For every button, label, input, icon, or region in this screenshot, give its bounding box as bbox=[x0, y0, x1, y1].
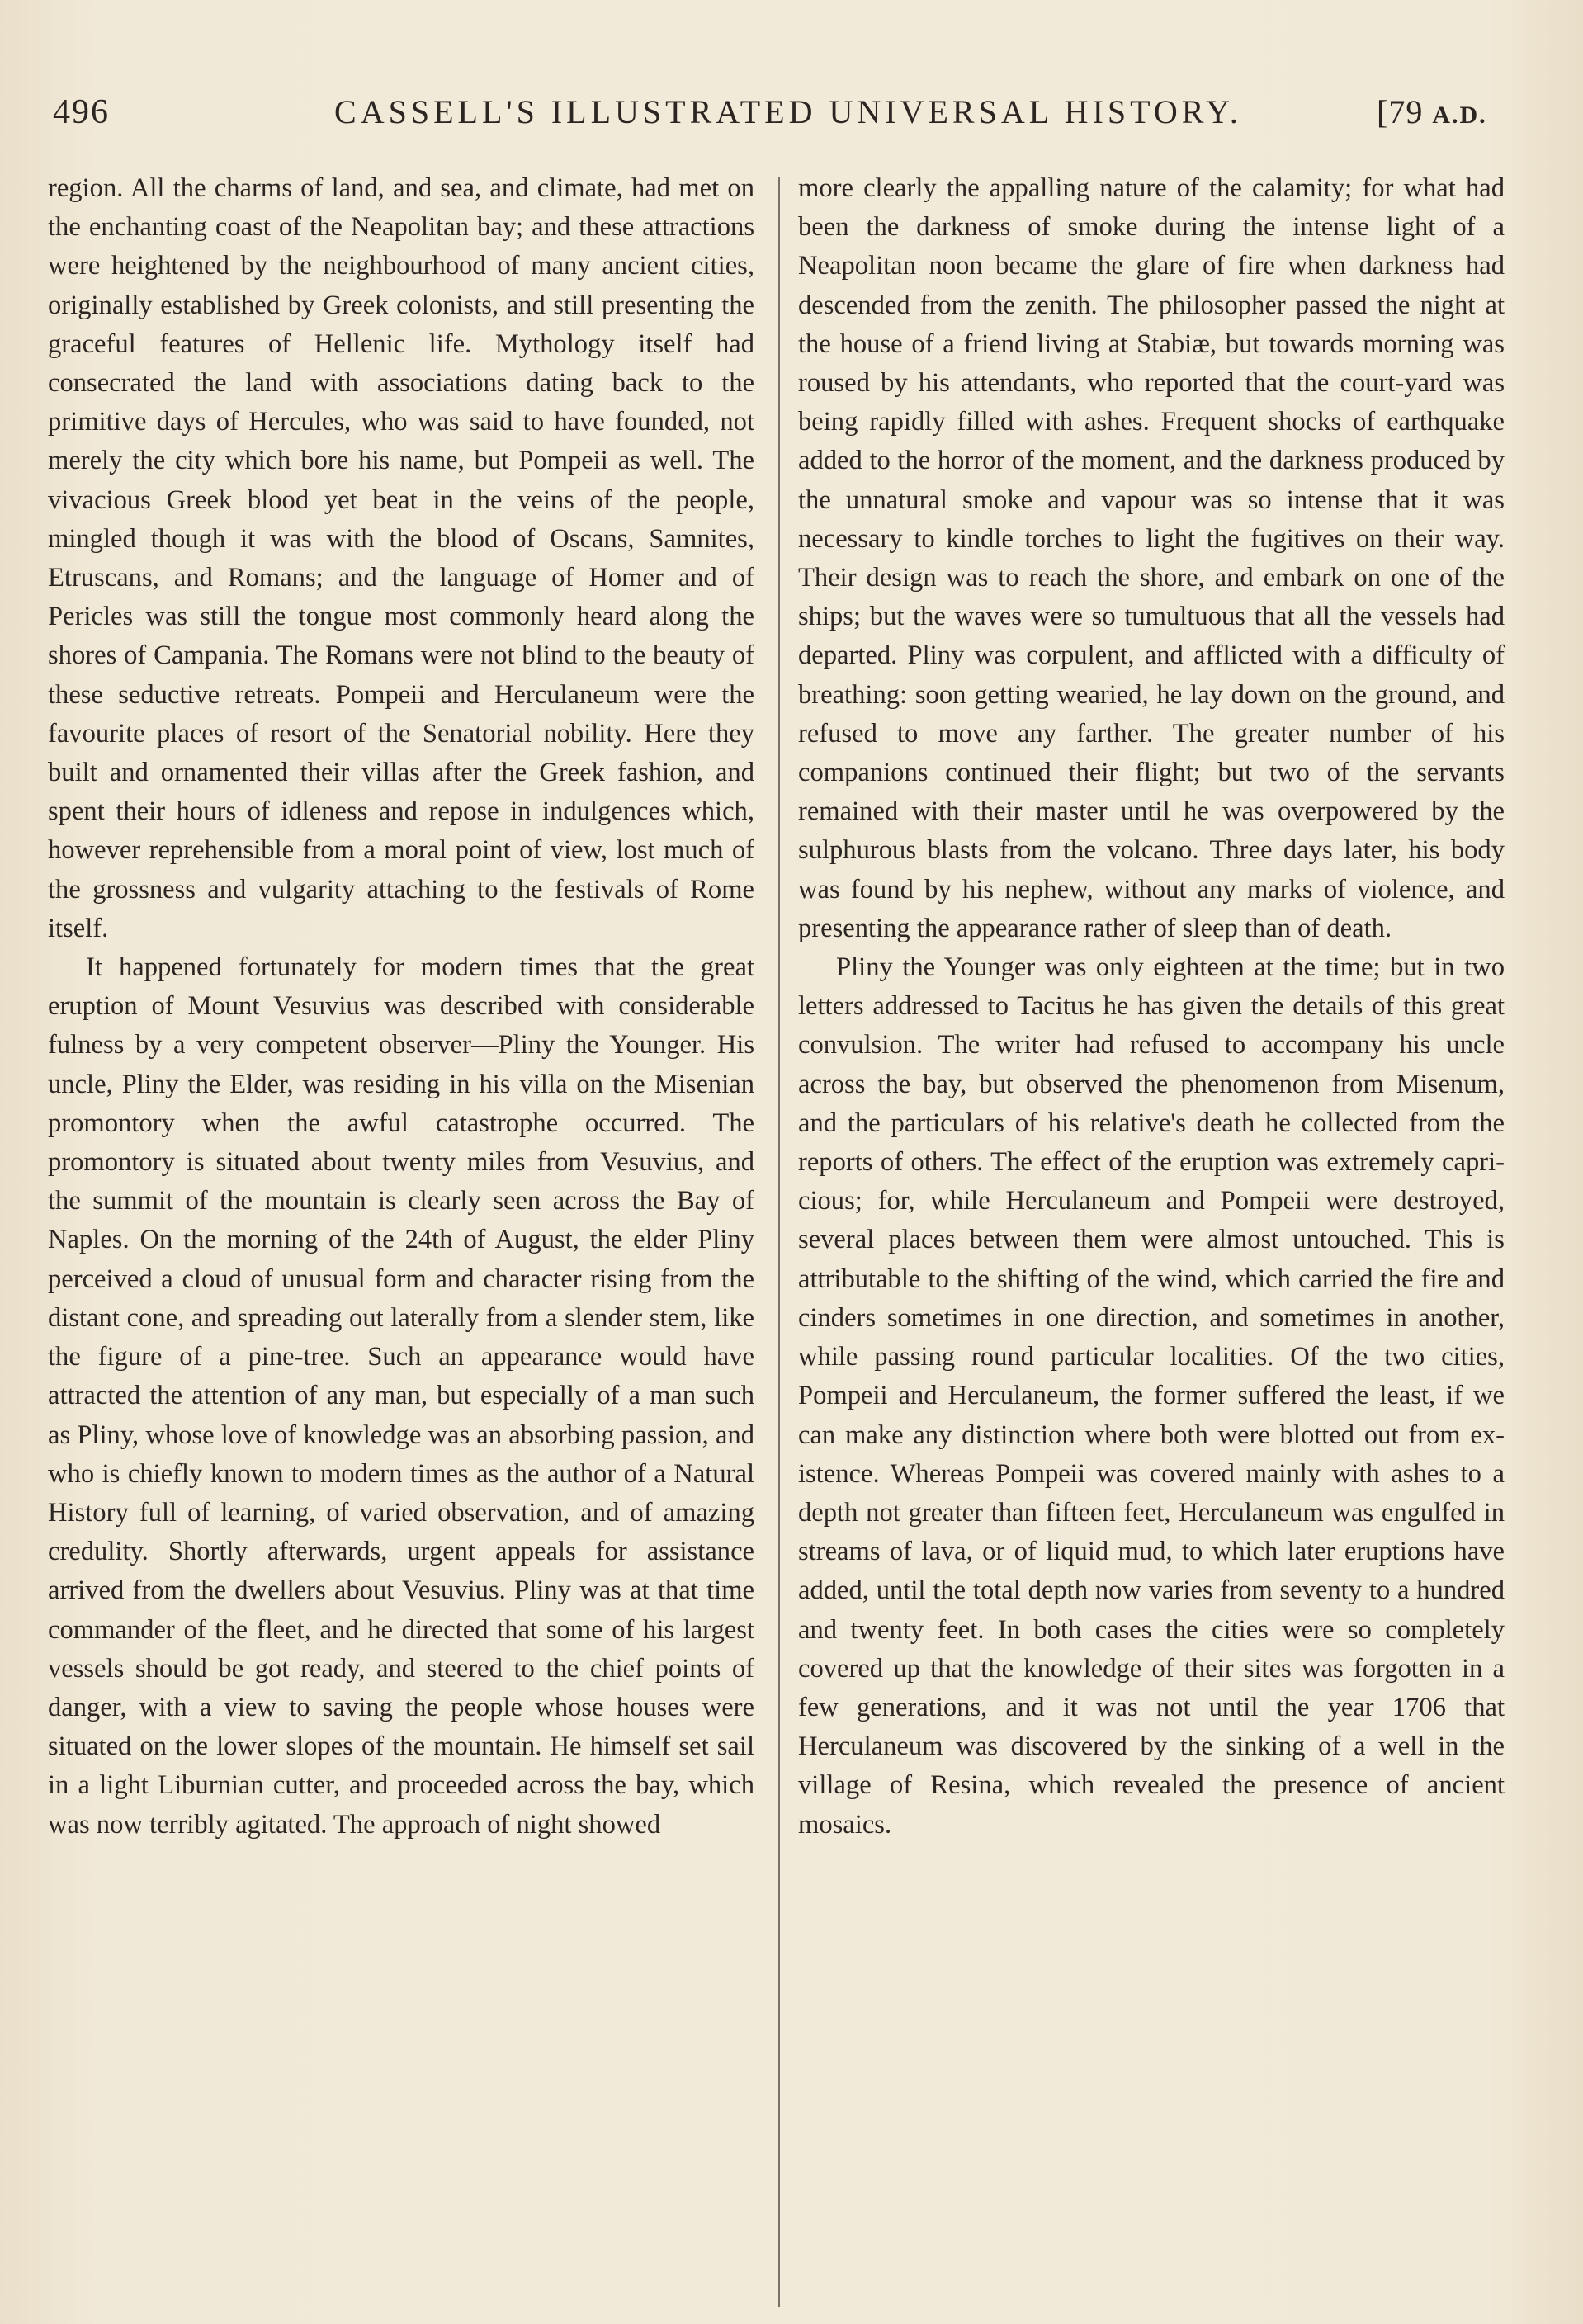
paragraph: more clearly the appalling nature of the calamity; for what had been the darkness of smoke during the intense light of a Neapolitan noon became the glare of fire when darkness had descended from the zenith. The philosopher passed the night at the house of a friend living at Stabiæ, but towards morning was roused by his attendants, who reported that the court-yard was being rapidly filled with ashes. Frequent shocks of earthquake added to the horror of the moment, and the darkness produced by the unnatural smoke and vapour was so intense that it was necessary to kindle torches to light the fugitives on their way. Their design was to reach the shore, and embark on one of the ships; but the waves were so tumultuous that all the vessels had departed. Pliny was corpulent, and afflicted with a difficulty of breathing: soon getting wearied, he lay down on the ground, and refused to move any farther. The greater number of his companions continued their flight; but two of the servants remained with their master until he was overpowered by the sulphurous blasts from the volcano. Three days later, his body was found by his nephew, without any marks of violence, and presenting the appearance rather of sleep than of death. bbox=[798, 173, 1505, 943]
paragraph: It happened fortunately for modern times that the great eruption of Mount Vesuvius was described with considerable fulness by a very competent observer—Pliny the Younger. His uncle, Pliny the Elder, was residing in his villa on the Misenian promontory when the awful catastrophe occurred. The promontory is situated about twenty miles from Vesuvius, and the summit of the mountain is clearly seen across the Bay of Naples. On the morning of the 24th of August, the elder Pliny perceived a cloud of unusual form and character rising from the distant cone, and spreading out laterally from a slender stem, like the figure of a pine-tree. Such an appearance would have attracted the attention of any man, but especially of a man such as Pliny, whose love of knowledge was an absorbing passion, and who is chiefly known to modern times as the author of a Natural History full of learning, of varied observation, and of amazing credulity. Shortly afterwards, urgent appeals for assistance arrived from the dwellers about Vesuvius. Pliny was at that time commander of the fleet, and he directed that some of his largest vessels should be got ready, and steered to the chief points of danger, with a view to saving the people whose houses were situated on the lower slopes of the mountain. He himself set sail in a light Liburnian cutter, and proceeded across the bay, which was now terribly agitated. The approach of night showed bbox=[48, 952, 754, 1840]
running-title: CASSELL'S ILLUSTRATED UNIVERSAL HISTORY. bbox=[334, 93, 1242, 130]
right-column bbox=[798, 169, 1505, 2315]
page-number: 496 bbox=[53, 93, 110, 131]
left-column bbox=[48, 169, 754, 2315]
date-year: [79 bbox=[1377, 93, 1424, 130]
date-era: A.D. bbox=[1432, 102, 1487, 129]
date-marker bbox=[1377, 92, 1487, 131]
paragraph: Pliny the Younger was only eighteen at the time; but in two letters addressed to Tacitus he has given the details of this great convulsion. The writer had refused to accompany his uncle across the bay, but observed the phenomenon from Misenum, and the particulars of his relative's death he collected from the reports of others. The effect of the eruption was extremely capricious; for, while Herculaneum and Pompeii were destroyed, several places between them were almost untouched. This is attributable to the shifting of the wind, which carried the fire and cinders sometimes in one direction, and sometimes in another, while passing round particular localities. Of the two cities, Pompeii and Herculaneum, the former suffered the least, if we can make any distinction where both were blotted out from existence. Whereas Pompeii was covered mainly with ashes to a depth not greater than fifteen feet, Herculaneum was engulfed in streams of lava, or of liquid mud, to which later eruptions have added, until the total depth now varies from seventy to a hundred and twenty feet. In both cases the cities were so completely covered up that the knowledge of their sites was forgotten in a few generations, and it was not until the year 1706 that Herculaneum was discovered by the sinking of a well in the village of Resina, which revealed the presence of ancient mosaics. bbox=[798, 952, 1505, 1840]
paragraph: region. All the charms of land, and sea, and climate, had met on the enchanting coast of the Neapolitan bay; and these attractions were heightened by the neighbourhood of many ancient cities, originally established by Greek colonists, and still presenting the graceful features of Hellenic life. Mythology itself had consecrated the land with associations dating back to the primitive days of Hercules, who was said to have founded, not merely the city which bore his name, but Pompeii as well. The vivacious Greek blood yet beat in the veins of the people, mingled though it was with the blood of Oscans, Samnites, Etruscans, and Romans; and the language of Homer and of Pericles was still the tongue most commonly heard along the shores of Campania. The Romans were not blind to the beauty of these seductive retreats. Pompeii and Herculaneum were the favourite places of resort of the Senatorial nobility. Here they built and ornamented their villas after the Greek fashion, and spent their hours of idleness and repose in indulgences which, however reprehensible from a moral point of view, lost much of the grossness and vulgarity attaching to the festivals of Rome itself. bbox=[48, 173, 754, 943]
column-divider bbox=[778, 177, 780, 2307]
page-header bbox=[0, 92, 1583, 142]
